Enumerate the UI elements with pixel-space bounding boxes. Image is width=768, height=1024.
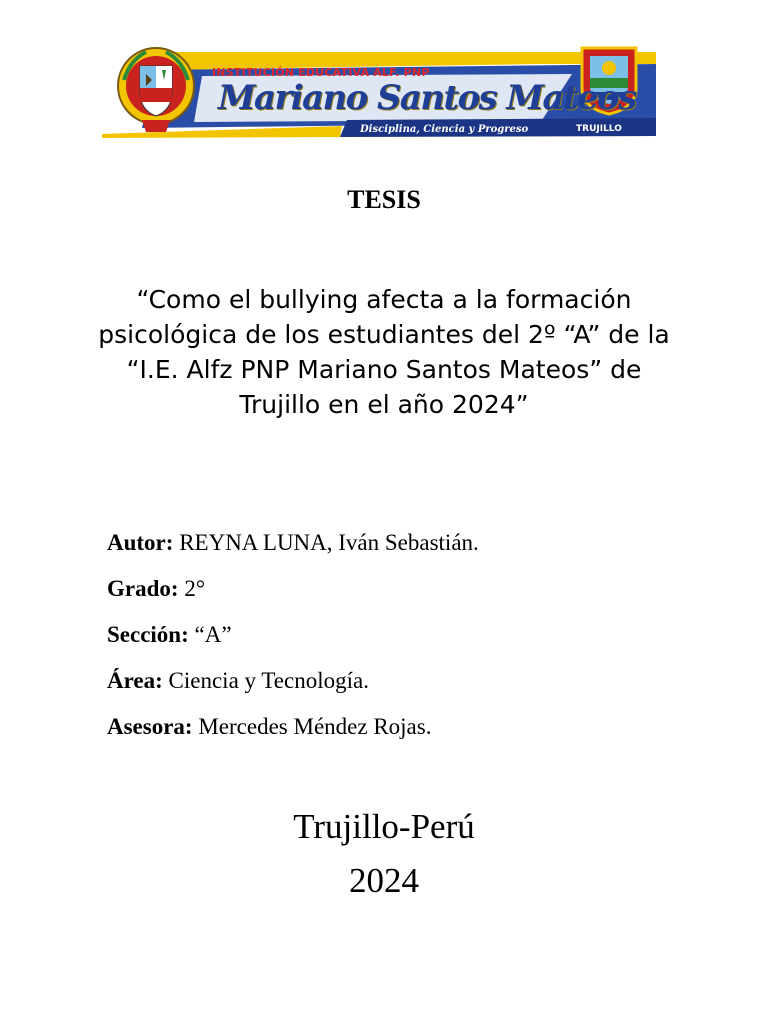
school-motto: Disciplina, Ciencia y Progreso — [360, 124, 529, 135]
author-label: Autor: — [107, 530, 174, 555]
institution-label: INSTITUCIÓN EDUCATIVA ALF. PNP — [212, 66, 430, 79]
document-title: TESIS — [347, 185, 421, 214]
section-value: “A” — [194, 622, 232, 647]
area-value: Ciencia y Tecnología. — [168, 668, 369, 693]
coat-of-arms-icon — [116, 40, 196, 136]
area-label: Área: — [107, 668, 163, 693]
place-date — [0, 800, 768, 908]
school-banner — [102, 40, 656, 138]
info-row-author — [107, 528, 707, 574]
school-name: Mariano Santos Mateos — [218, 78, 636, 118]
advisor-value: Mercedes Méndez Rojas. — [198, 714, 432, 739]
author-value: REYNA LUNA, Iván Sebastián. — [179, 530, 479, 555]
grade-label: Grado: — [107, 576, 179, 601]
grade-value: 2° — [184, 576, 206, 601]
info-row-advisor — [107, 712, 707, 758]
info-row-section — [107, 620, 707, 666]
year-label: 2024 — [349, 861, 419, 900]
advisor-label: Asesora: — [107, 714, 193, 739]
school-city: TRUJILLO — [576, 124, 622, 134]
section-label: Sección: — [107, 622, 189, 647]
author-info — [107, 528, 707, 758]
place-label: Trujillo-Perú — [293, 807, 475, 846]
info-row-grade — [107, 574, 707, 620]
thesis-title: “Como el bullying afecta a la formación psicológica de los estudiantes del 2º “A” de la “I.E. Alfz PNP Mariano Santos Mateos” de Trujillo en el año 2024” — [98, 285, 670, 419]
info-row-area — [107, 666, 707, 712]
